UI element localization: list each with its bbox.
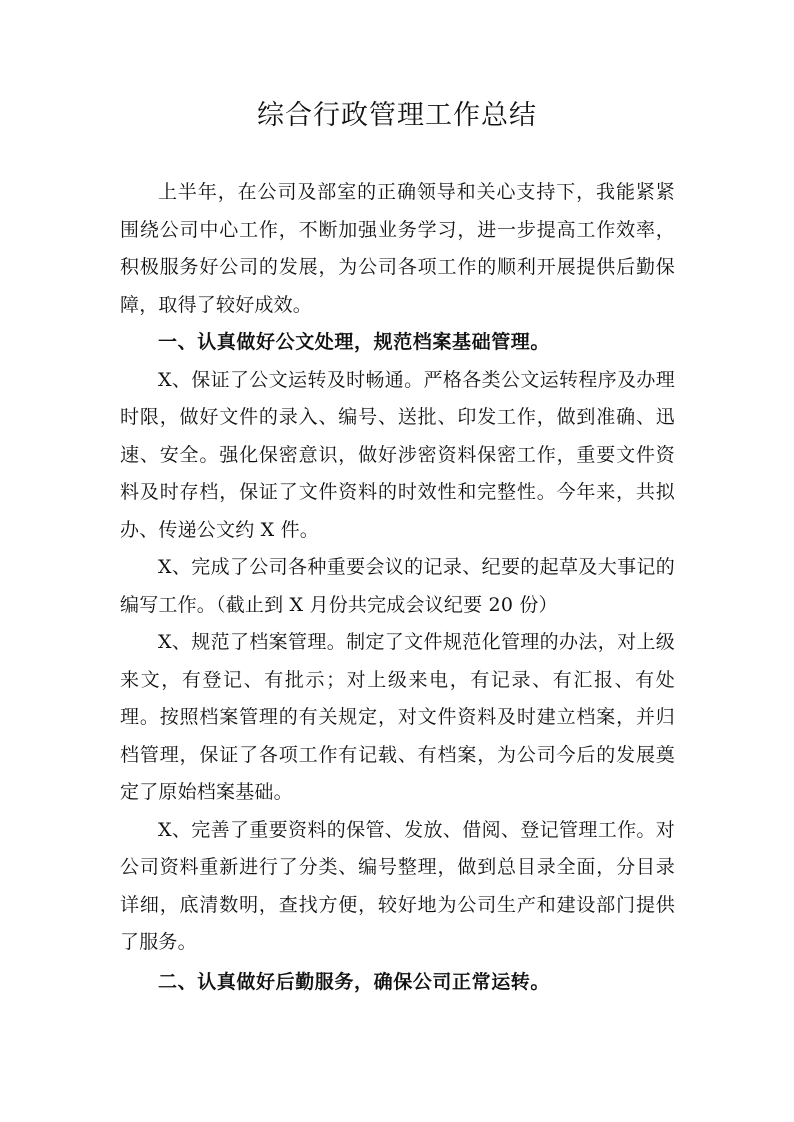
body-paragraph-meeting-records: X、完成了公司各种重要会议的记录、纪要的起草及大事记的编写工作。（截止到 X 月份共完成会议纪要 20 份） [120, 556, 675, 616]
intro-paragraph: 上半年，在公司及部室的正确领导和关心支持下，我能紧紧围绕公司中心工作，不断加强业务学习，进一步提高工作效率，积极服务好公司的发展，为公司各项工作的顺利开展提供后勤保障，取得了较好成效。 [120, 181, 675, 316]
document-title: 综合行政管理工作总结 [257, 100, 537, 131]
document-body [120, 174, 675, 1001]
body-paragraph-archive-management: X、规范了档案管理。制定了文件规范化管理的办法，对上级来文，有登记、有批示；对上级来电，有记录、有汇报、有处理。按照档案管理的有关规定，对文件资料及时建立档案，并归档管理，保证了各项工作有记载、有档案，为公司今后的发展奠定了原始档案基础。 [120, 631, 675, 803]
body-paragraph-document-circulation: X、保证了公文运转及时畅通。严格各类公文运转程序及办理时限，做好文件的录入、编号、送批、印发工作，做到准确、迅速、安全。强化保密意识，做好涉密资料保密工作，重要文件资料及时存档，保证了文件资料的时效性和完整性。今年来，共拟办、传递公文约 X 件。 [120, 368, 675, 541]
body-paragraph-materials-management: X、完善了重要资料的保管、发放、借阅、登记管理工作。对公司资料重新进行了分类、编号整理，做到总目录全面，分目录详细，底清数明，查找方便，较好地为公司生产和建设部门提供了服务。 [120, 818, 675, 953]
section-heading-1: 一、认真做好公文处理，规范档案基础管理。 [158, 331, 551, 353]
section-heading-2: 二、认真做好后勤服务，确保公司正常运转。 [158, 970, 551, 993]
